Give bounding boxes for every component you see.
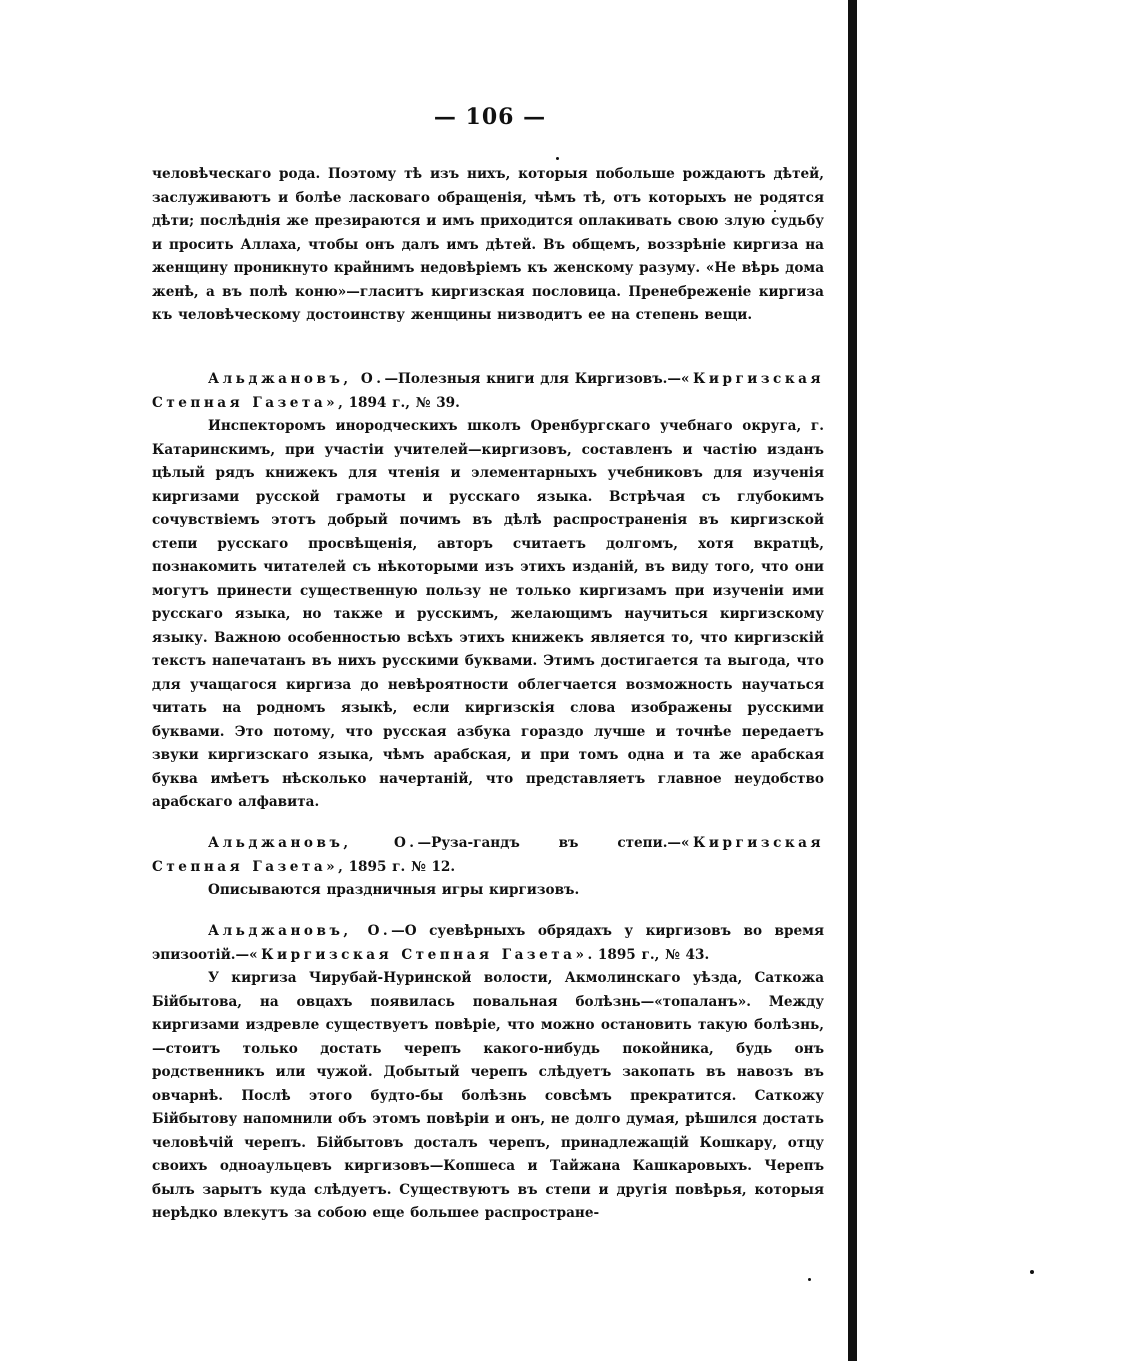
entry-source: «Киргизская Степная Газета» <box>152 371 824 411</box>
entry-source: «Киргизская Степная Газета» <box>152 835 825 875</box>
binding-edge-line <box>848 0 857 1361</box>
entry-author: Альджановъ, О. <box>208 923 392 939</box>
entry-title: —Полезныя книги для Киргизовъ.— <box>384 371 682 387</box>
scan-speck <box>774 210 776 212</box>
entry-2 <box>152 832 824 903</box>
scan-speck <box>808 1278 811 1281</box>
entry-heading <box>152 368 824 415</box>
entry-title: —О суевѣрныхъ обрядахъ у киргизовъ во время эпизоотій.— <box>152 923 824 963</box>
scan-speck <box>556 157 559 160</box>
entry-heading <box>152 832 824 879</box>
entry-body: Инспекторомъ инородческихъ школъ Оренбургскаго учебнаго округа, г. Катаринскимъ, при участіи учителей—киргизовъ, составленъ и частію изданъ цѣлый рядъ книжекъ для чтенія и элементарныхъ учебниковъ для изученія киргизами русской грамоты и русскаго языка. Встрѣчая съ глубокимъ сочувствіемъ этотъ добрый почимъ въ дѣлѣ распространенія въ киргизской степи русскаго просвѣщенія, авторъ считаетъ долгомъ, хотя вкратцѣ, познакомить читателей съ нѣкоторыми изъ этихъ изданій, въ виду того, что они могутъ принести существенную пользу не только киргизамъ при изученіи ими русскаго языка, но также и русскимъ, желающимъ научиться киргизскому языку. Важною особенностью всѣхъ этихъ книжекъ является то, что киргизскій текстъ напечатанъ въ нихъ русскими буквами. Этимъ достигается та выгода, что для учащагося киргиза до невѣроятности облегчается возможность научаться читать на родномъ языкѣ, если киргизскія слова изображены русскими буквами. Это потому, что русская азбука гораздо лучше и точнѣе передаетъ звуки киргизскаго языка, чѣмъ арабская, и при томъ одна и та же арабская буква имѣетъ нѣсколько начертаній, что представляетъ главное неудобство арабскаго алфавита. <box>152 418 824 810</box>
entry-1 <box>152 368 824 815</box>
page-number: — 106 — <box>433 104 547 130</box>
entry-body: Описываются праздничныя игры киргизовъ. <box>208 882 580 898</box>
entry-details: , 1895 г. № 12. <box>338 858 456 875</box>
entry-source: «Киргизская Степная Газета» <box>249 946 588 963</box>
entry-author: Альджановъ, О. <box>208 835 418 851</box>
continued-paragraph <box>152 163 824 328</box>
entry-heading <box>152 920 824 967</box>
entry-body: У киргиза Чирубай-Нуринской волости, Акмолинскаго уѣзда, Саткожа Бійбытова, на овцахъ появилась повальная болѣзнь—«топаланъ». Между киргизами издревле существуетъ повѣріе, что можно остановить такую болѣзнь,—стоитъ только достать черепъ какого-нибудь покойника, будь онъ родственникъ или чужой. Добытый черепъ слѣдуетъ закопать въ навозъ въ овчарнѣ. Послѣ этого будто-бы болѣзнь совсѣмъ прекратится. Саткожу Бійбытову напомнили объ этомъ повѣріи и онъ, не долго думая, рѣшился достать человѣчій черепъ. Бійбытовъ досталъ черепъ, принадлежащій Кошкару, отцу своихъ одноаульцевъ киргизовъ—Копшеса и Тайжана Кашкаровыхъ. Черепъ былъ зарытъ куда слѣдуетъ. Существуютъ въ степи и другія повѣрья, которыя нерѣдко влекутъ за собою еще большее распростране- <box>152 970 824 1221</box>
entry-author: Альджановъ, О. <box>208 371 385 387</box>
entry-3 <box>152 920 824 1226</box>
scan-speck <box>1030 1270 1034 1274</box>
entry-title: —Руза-гандъ въ степи.— <box>417 835 682 851</box>
entry-details: , 1894 г., № 39. <box>338 394 460 411</box>
paragraph-text: человѣческаго рода. Поэтому тѣ изъ нихъ, которыя побольше рождаютъ дѣтей, заслуживаютъ и болѣе ласковаго обращенія, чѣмъ тѣ, отъ которыхъ не родятся дѣти; послѣднія же презираются и имъ приходится оплакивать свою злую судьбу и просить Аллаха, чтобы онъ далъ имъ дѣтей. Въ общемъ, воззрѣніе киргиза на женщину проникнуто крайнимъ недовѣріемъ къ женскому разуму. «Не вѣрь дома женѣ, а въ полѣ коню»—гласитъ киргизская пословица. Пренебреженіе киргиза къ человѣческому достоинству женщины низводитъ ее на степень вещи. <box>152 166 824 323</box>
entry-details: . 1895 г., № 43. <box>587 946 710 963</box>
